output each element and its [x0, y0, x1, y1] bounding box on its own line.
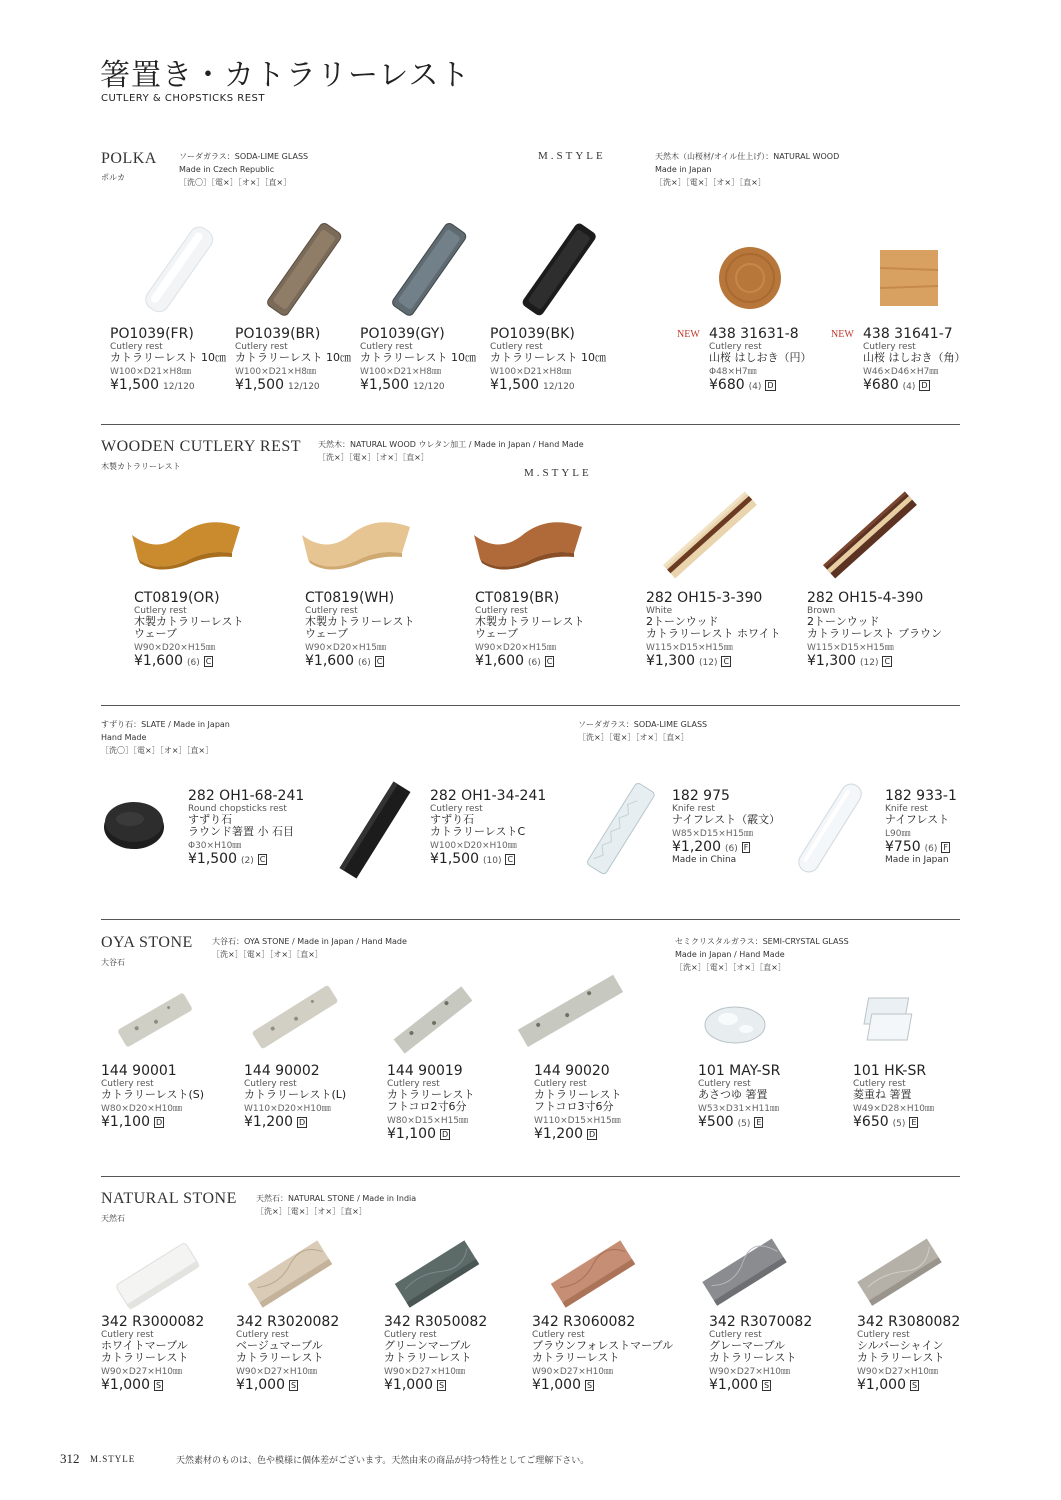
product-ct0819-or: CT0819(OR) Cutlery rest 木製カトラリーレスト ウェーブ W90×D20×H15㎜ ¥1,600 (6) C: [134, 590, 244, 669]
brand-logo: M.STYLE: [538, 150, 606, 162]
section-subtitle-natural: 天然石: [101, 1214, 125, 1223]
section-subtitle-oya: 大谷石: [101, 958, 125, 967]
footer-brand: M.STYLE: [90, 1454, 136, 1464]
rank-badge: F: [743, 843, 749, 852]
material-note-natural: 天然石：NATURAL STONE / Made in India ［洗×］［電×］［オ×］［直×］: [256, 1194, 417, 1216]
product-342-r3000082: 342 R3000082 Cutlery rest ホワイトマーブル カトラリーレスト W90×D27×H10㎜ ¥1,000 S: [101, 1314, 205, 1393]
section-divider: [101, 1176, 960, 1177]
product-image-white-marble: [112, 1240, 202, 1310]
product-po1039-fr: PO1039(FR) Cutlery rest カトラリーレスト 10㎝ W100×D21×H8㎜ ¥1,500 12/120: [110, 326, 226, 393]
product-image-po1039-bk: [500, 215, 620, 325]
product-image-silver-shine: [855, 1236, 945, 1310]
product-image-ct0819-br: [470, 515, 590, 575]
section-divider: [101, 424, 960, 425]
material-note-yamazakura: 天然木（山桜材/オイル仕上げ）：NATURAL WOOD Made in Japan ［洗×］［電×］［オ×］［直×］: [655, 152, 840, 187]
product-image-green-marble: [392, 1238, 482, 1310]
product-342-r3050082: 342 R3050082 Cutlery rest グリーンマーブル カトラリーレスト W90×D27×H10㎜ ¥1,000 S: [384, 1314, 488, 1393]
product-144-90002: 144 90002 Cutlery rest カトラリーレスト(L) W110×D20×H10㎜ ¥1,200 D: [244, 1063, 347, 1130]
product-282-oh1-68-241: 282 OH1-68-241 Round chopsticks rest すずり石 ラウンド箸置 小 石目 Φ30×H10㎜ ¥1,500 (2) C: [188, 788, 305, 867]
rank-badge: C: [259, 855, 266, 864]
product-144-90001: 144 90001 Cutlery rest カトラリーレスト(S) W80×D20×H10㎜ ¥1,100 D: [101, 1063, 205, 1130]
product-101-may-sr: 101 MAY-SR Cutlery rest あさつゆ 箸置 W53×D31×H11㎜ ¥500 (5) E: [698, 1063, 781, 1130]
rank-badge: S: [291, 1381, 297, 1390]
product-image-knife-rest-glass: [570, 780, 670, 875]
material-note-polka: ソーダガラス：SODA-LIME GLASS Made in Czech Republic ［洗〇］［電×］［オ×］［直×］: [179, 152, 309, 187]
footer-note: 天然素材のものは、色や模様に個体差がございます。天然由来の商品が持つ特性としてご理解下さい。: [176, 1456, 590, 1466]
product-438-31631-8: 438 31631-8 Cutlery rest 山桜 はしおき（円） Φ48×H7㎜ ¥680 (4) D: [709, 326, 812, 393]
product-image-slate-round: [100, 795, 168, 853]
material-note-slate: すずり石：SLATE / Made in Japan Hand Made ［洗〇］［電×］［オ×］［直×］: [101, 720, 230, 755]
page-number: 312: [60, 1451, 80, 1466]
rank-badge: D: [299, 1118, 306, 1127]
product-image-yamazakura-round: [715, 245, 785, 315]
product-182-933-1: 182 933-1 Knife rest ナイフレスト L90㎜ ¥750 (6) F Made in Japan: [885, 788, 957, 865]
rank-badge: C: [884, 657, 891, 666]
rank-badge: C: [205, 657, 212, 666]
product-342-r3020082: 342 R3020082 Cutlery rest ベージュマーブル カトラリーレスト W90×D27×H10㎜ ¥1,000 S: [236, 1314, 340, 1393]
product-438-31641-7: 438 31641-7 Cutlery rest 山桜 はしおき（角） W46×D46×H7㎜ ¥680 (4) D: [863, 326, 966, 393]
product-282-oh1-34-241: 282 OH1-34-241 Cutlery rest すずり石 カトラリーレストC W100×D20×H10㎜ ¥1,500 (10) C: [430, 788, 547, 867]
rank-badge: C: [546, 657, 553, 666]
rank-badge: C: [507, 855, 514, 864]
product-image-hishigasane: [858, 990, 928, 1050]
product-342-r3080082: 342 R3080082 Cutlery rest シルバーシャイン カトラリーレスト W90×D27×H10㎜ ¥1,000 S: [857, 1314, 961, 1393]
rank-badge: S: [439, 1381, 445, 1390]
product-image-oya-s: [115, 990, 195, 1050]
page-subtitle: CUTLERY & CHOPSTICKS REST: [101, 93, 265, 104]
section-title-natural: NATURAL STONE: [101, 1190, 237, 1207]
rank-badge: D: [442, 1130, 449, 1139]
material-note-oya: 大谷石：OYA STONE / Made in Japan / Hand Made ［洗×］［電×］［オ×］［直×］: [212, 937, 407, 959]
section-title-polka: POLKA: [101, 150, 157, 167]
section-divider: [101, 919, 960, 920]
product-image-oya-l: [250, 985, 340, 1050]
rank-badge: E: [756, 1118, 762, 1127]
product-image-slate-bar: [330, 780, 420, 880]
rank-badge: S: [764, 1381, 770, 1390]
product-image-ct0819-wh: [298, 515, 418, 575]
product-image-po1039-gy: [370, 215, 490, 325]
new-badge: NEW: [831, 329, 854, 340]
product-image-yamazakura-square: [878, 248, 942, 310]
product-282-oh15-4-390: 282 OH15-4-390 Brown 2トーンウッド カトラリーレスト ブラウン W115×D15×H15㎜ ¥1,300 (12) C: [807, 590, 942, 669]
brand-logo: M.STYLE: [524, 467, 592, 479]
product-image-po1039-br: [245, 215, 365, 325]
product-image-ct0819-or: [128, 515, 248, 575]
material-note-semi-crystal: セミクリスタルガラス：SEMI-CRYSTAL GLASS Made in Japan / Hand Made ［洗×］［電×］［オ×］［直×］: [675, 937, 849, 972]
product-po1039-gy: PO1039(GY) Cutlery rest カトラリーレスト 10㎝ W100×D21×H8㎜ ¥1,500 12/120: [360, 326, 476, 393]
product-image-knife-rest-clear: [780, 780, 880, 875]
section-subtitle-polka: ポルカ: [101, 173, 125, 182]
product-image-brown-forest-marble: [548, 1238, 638, 1310]
material-note-wooden: 天然木：NATURAL WOOD ウレタン加工 / Made in Japan / Hand Made ［洗×］［電×］［オ×］［直×］: [318, 440, 584, 462]
product-image-beige-marble: [245, 1238, 335, 1310]
material-note-glass: ソーダガラス：SODA-LIME GLASS ［洗×］［電×］［オ×］［直×］: [578, 720, 708, 742]
rank-badge: D: [767, 381, 774, 390]
section-subtitle-wooden: 木製カトラリーレスト: [101, 462, 181, 471]
section-title-oya: OYA STONE: [101, 934, 193, 951]
product-101-hk-sr: 101 HK-SR Cutlery rest 菱重ね 箸置 W49×D28×H10㎜ ¥650 (5) E: [853, 1063, 935, 1130]
product-342-r3060082: 342 R3060082 Cutlery rest ブラウンフォレストマーブル カトラリーレスト W90×D27×H10㎜ ¥1,000 S: [532, 1314, 674, 1393]
product-182-975: 182 975 Knife rest ナイフレスト（霰文） W85×D15×H15㎜ ¥1,200 (6) F Made in China: [672, 788, 781, 865]
product-144-90020: 144 90020 Cutlery rest カトラリーレスト フトコロ3寸6分 W110×D15×H15㎜ ¥1,200 D: [534, 1063, 622, 1142]
product-po1039-bk: PO1039(BK) Cutlery rest カトラリーレスト 10㎝ W100×D21×H8㎜ ¥1,500 12/120: [490, 326, 606, 393]
section-divider: [101, 705, 960, 706]
rank-badge: F: [943, 843, 948, 852]
page-title: 箸置き・カトラリーレスト: [100, 58, 471, 93]
product-image-asatsuyu: [700, 995, 770, 1050]
rank-badge: S: [156, 1381, 162, 1390]
product-image-two-tone-white: [655, 490, 765, 580]
rank-badge: S: [587, 1381, 593, 1390]
section-title-wooden: WOODEN CUTLERY REST: [101, 438, 302, 455]
product-image-grey-marble: [700, 1236, 790, 1310]
new-badge: NEW: [677, 329, 700, 340]
rank-badge: D: [921, 381, 928, 390]
product-144-90019: 144 90019 Cutlery rest カトラリーレスト フトコロ2寸6分 W80×D15×H15㎜ ¥1,100 D: [387, 1063, 475, 1142]
product-image-oya-futokoro-26: [388, 985, 478, 1055]
product-ct0819-br: CT0819(BR) Cutlery rest 木製カトラリーレスト ウェーブ W90×D20×H15㎜ ¥1,600 (6) C: [475, 590, 585, 669]
product-ct0819-wh: CT0819(WH) Cutlery rest 木製カトラリーレスト ウェーブ W90×D20×H15㎜ ¥1,600 (6) C: [305, 590, 415, 669]
rank-badge: S: [912, 1381, 918, 1390]
product-image-oya-futokoro-36: [515, 965, 625, 1055]
product-po1039-br: PO1039(BR) Cutlery rest カトラリーレスト 10㎝ W100×D21×H8㎜ ¥1,500 12/120: [235, 326, 351, 393]
product-image-po1039-fr: [120, 215, 240, 325]
rank-badge: D: [589, 1130, 596, 1139]
product-282-oh15-3-390: 282 OH15-3-390 White 2トーンウッド カトラリーレスト ホワイト W115×D15×H15㎜ ¥1,300 (12) C: [646, 590, 781, 669]
product-image-two-tone-brown: [815, 490, 925, 580]
rank-badge: C: [376, 657, 383, 666]
product-342-r3070082: 342 R3070082 Cutlery rest グレーマーブル カトラリーレスト W90×D27×H10㎜ ¥1,000 S: [709, 1314, 813, 1393]
rank-badge: D: [156, 1118, 163, 1127]
rank-badge: E: [911, 1118, 917, 1127]
rank-badge: C: [723, 657, 730, 666]
